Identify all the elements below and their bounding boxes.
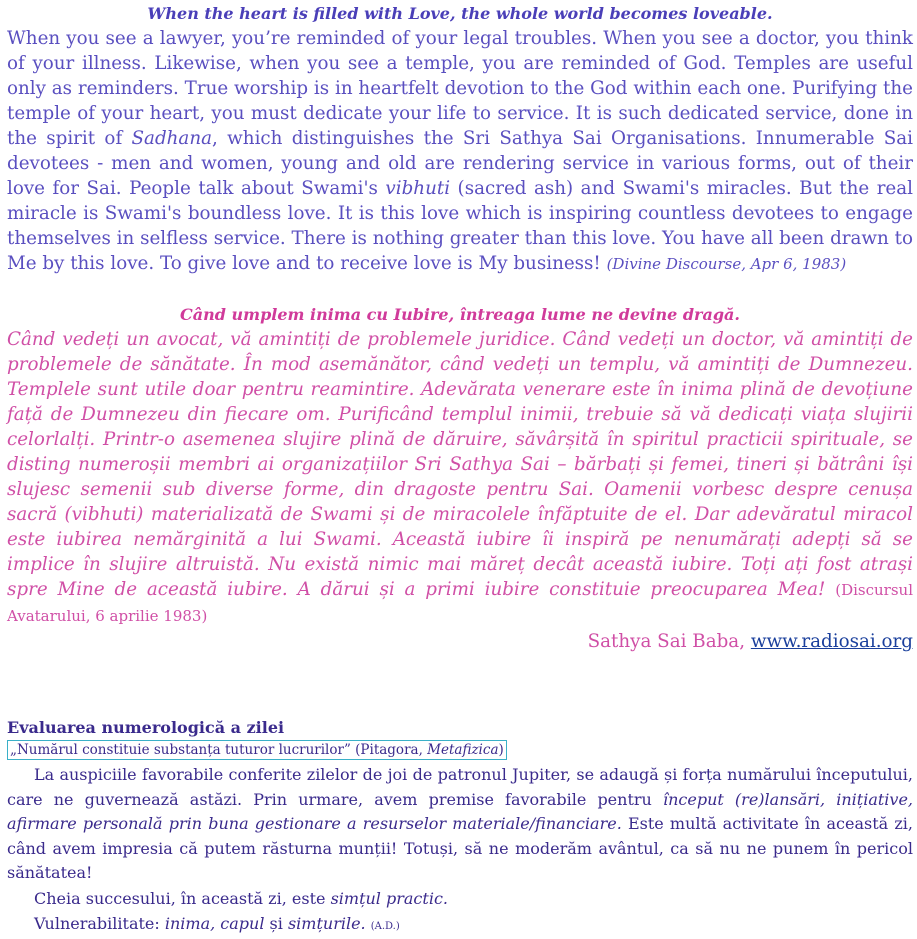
page — [7, 0, 913, 939]
success-key-label: Cheia succesului, în această zi, este — [34, 888, 331, 908]
vibhuti-term: vibhuti — [385, 178, 451, 199]
numerology-paragraph — [7, 763, 913, 886]
numerology-text-1: La auspiciile favorabile conferite zilelor de joi de patronul Jupiter, se adaugă și forța numărului începutului, care ne guvernează astăzi. Prin urmare, avem premise favorabile pentru — [7, 765, 913, 809]
vulnerability-value-2: simțurile. — [287, 913, 366, 933]
numerology-title: Evaluarea numerologică a zilei — [7, 718, 285, 737]
success-key-line — [7, 886, 913, 911]
english-text-2: , which distinguishes the Sri Sathya Sai Organisations. Innumerable Sai devotees - men and women, young and old are rendering service in various forms, out of their love for Sai. People talk about Swami's — [7, 128, 913, 199]
signature-name: Sathya Sai Baba, — [587, 631, 751, 652]
radiosai-link[interactable]: www.radiosai.org — [750, 631, 913, 652]
romanian-heading: Când umplem inima cu Iubire, întreaga lume ne devine dragă. — [180, 305, 740, 324]
vulnerability-label: Vulnerabilitate: — [34, 913, 165, 933]
english-text-3: (sacred ash) and Swami's miracles. But the real miracle is Swami's boundless love. It is this love which is inspiring countless devotees to engage themselves in selfless service. There is nothing greater than this love. You have all been drawn to Me by this love. To give love and to receive love is My business! — [7, 178, 914, 274]
sadhana-term: Sadhana — [131, 128, 213, 149]
vulnerability-value: inima, capul — [164, 913, 270, 933]
romanian-text: Când vedeți un avocat, vă amintiți de problemele juridice. Când vedeți un doctor, vă amintiți de problemele de sănătate. În mod asemănător, când vedeți un templu, vă amintiți de Dumnezeu. Templele sunt utile doar pentru reamintire. Adevărata venerare este în inima plină de devoțiune față de Dumnezeu din fiecare om. Purificând templul inimii, trebuie să vă dedicați viața slujirii celorlalți. Printr-o asemenea slujire plină de dăruire, săvârșită în spiritul practicii spirituale, se disting numeroșii membri ai organizațiilor Sri Sathya Sai – bărbați și femei, tineri și bătrâni își slujesc semenii sub diverse forme, din dragoste pentru Sai. Oamenii vorbesc despre cenușa sacră (vibhuti) materializată de Swami și de miracolele înfăptuite de el. Dar adevăratul miracol este iubirea nemărginită a lui Swami. Această iubire îi inspiră pe nenumărați adepți să se implice în slujire altruistă. Nu există nimic mai măreț decât această iubire. Toți ați fost atrași spre Mine de această iubire. A dărui și a primi iubire constituie preocuparea Mea! — [7, 329, 913, 600]
numerology-text-2: Este multă activitate în această zi, când avem impresia că putem răsturna munții! Totuși, să ne moderăm avântul, ca să nu ne punem în pericol sănătatea! — [7, 814, 913, 882]
english-text-1: When you see a lawyer, you’re reminded of your legal troubles. When you see a doctor, you think of your illness. Likewise, when you see a temple, you are reminded of God. Temples are useful only as reminders. True worship is in heartfelt devotion to the God within each one. Purifying the temple of your heart, you must dedicate your life to service. It is such dedicated service, done in the spirit of — [7, 28, 913, 149]
numerology-premises: început (re)lansări, inițiative, afirmare personală prin buna gestionare a resurselor materiale/financiare. — [7, 789, 913, 833]
english-paragraph — [7, 26, 913, 277]
quote-work: Metafizica — [427, 742, 499, 758]
signature — [7, 629, 913, 655]
success-key-value: simțul practic. — [330, 888, 448, 908]
author-initials: (A.D.) — [370, 920, 400, 932]
quote-text: „Numărul constituie substanța tuturor lucrurilor” (Pitagora, — [10, 742, 428, 758]
vulnerability-and: și — [269, 913, 288, 933]
quote-end: ) — [498, 742, 504, 758]
numerology-quote — [7, 740, 507, 760]
romanian-paragraph — [7, 327, 913, 629]
english-citation: (Divine Discourse, Apr 6, 1983) — [606, 255, 847, 273]
english-heading: When the heart is filled with Love, the whole world becomes loveable. — [147, 4, 773, 23]
vulnerability-line — [7, 911, 913, 939]
romanian-citation: (Discursul Avatarului, 6 aprilie 1983) — [7, 581, 913, 625]
